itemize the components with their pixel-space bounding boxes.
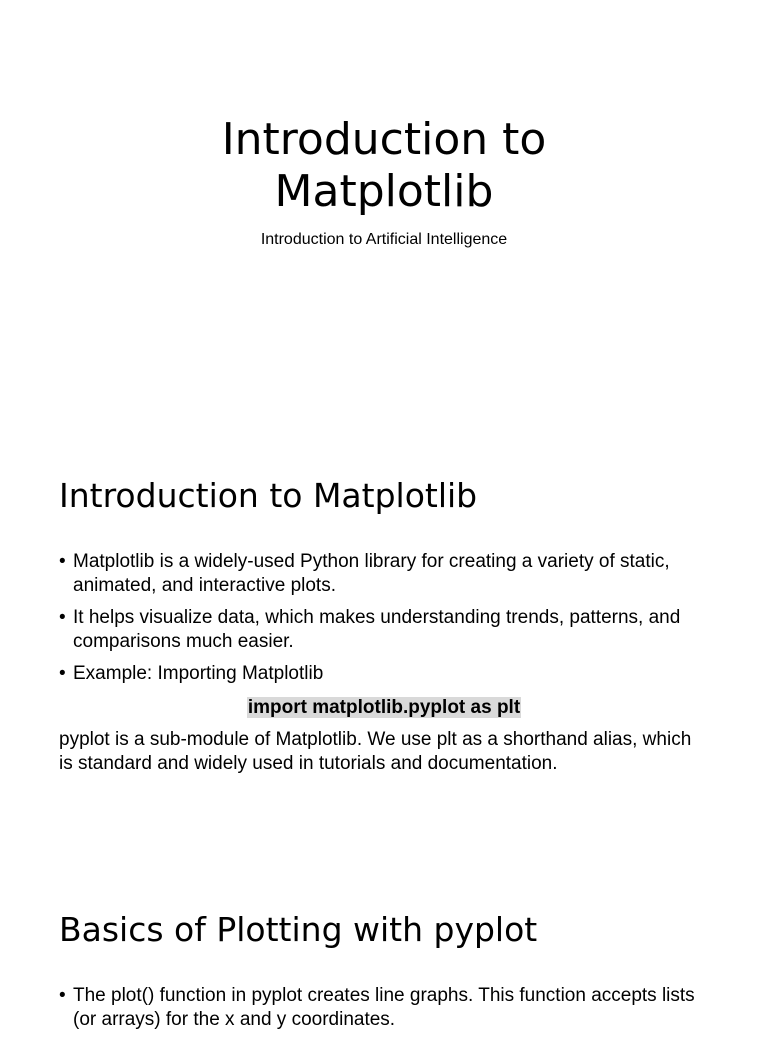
bullet-item: • Matplotlib is a widely-used Python library for creating a variety of static, animated, and interactive plots. [59, 550, 709, 598]
code-snippet [0, 696, 768, 720]
slide-heading: Introduction to Matplotlib [59, 476, 478, 515]
bullet-item: • The plot() function in pyplot creates line graphs. This function accepts lists (or arrays) for the x and y coordinates. [59, 984, 709, 1032]
bullet-item: • Example: Importing Matplotlib [59, 662, 709, 686]
explanation-paragraph: pyplot is a sub-module of Matplotlib. We use plt as a shorthand alias, which is standard and widely used in tutorials and documentation. [59, 729, 692, 774]
slide-basics-of-plotting [0, 864, 768, 1030]
slide-heading: Basics of Plotting with pyplot [59, 910, 538, 949]
title-slide [0, 0, 768, 432]
bullet-list [59, 984, 709, 1040]
bullet-item: • It helps visualize data, which makes understanding trends, patterns, and comparisons much easier. [59, 606, 709, 654]
presentation-title [0, 114, 768, 218]
slide-introduction [0, 432, 768, 864]
presentation-subtitle: Introduction to Artificial Intelligence [260, 231, 508, 248]
bullet-list [59, 550, 709, 694]
title-line-1: Introduction to [221, 114, 547, 165]
title-line-2: Matplotlib [274, 166, 494, 217]
code-text: import matplotlib.pyplot as plt [247, 697, 521, 718]
